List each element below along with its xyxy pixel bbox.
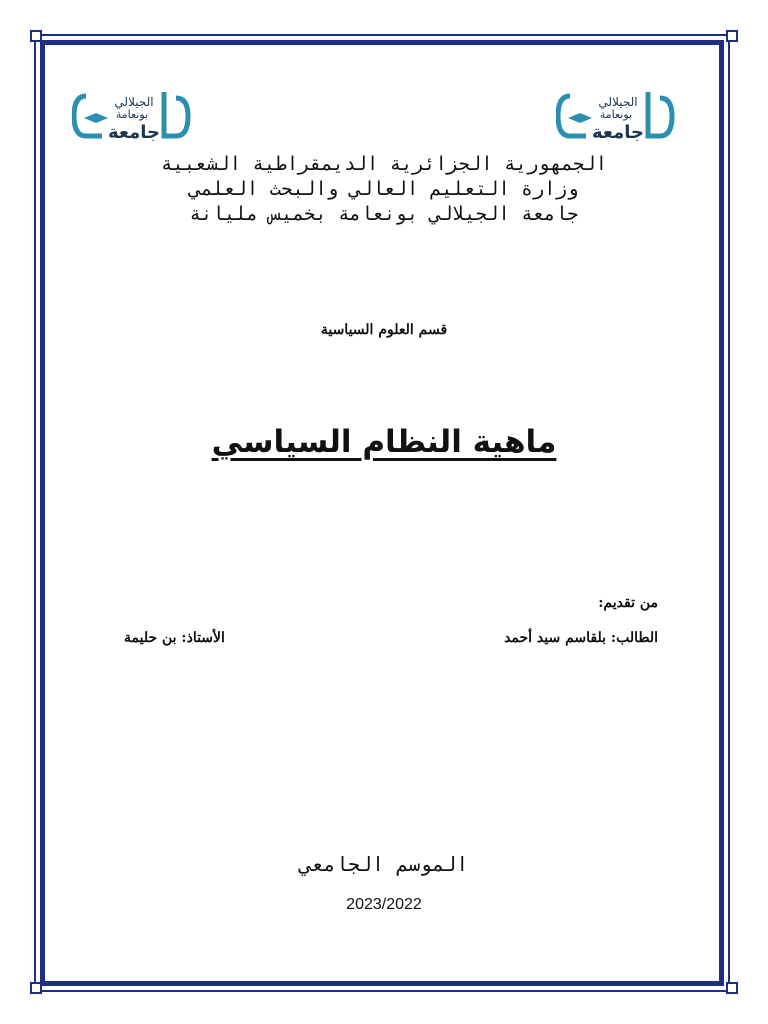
svg-text:جامعة: جامعة [592,122,644,143]
department-name: قسم العلوم السياسية [320,322,448,338]
presented-by-label: من تقديم: [598,595,658,611]
frame-corner [726,982,738,994]
svg-text:الجيلالي: الجيلالي [114,95,154,109]
professor-name: الأستاذ: بن حليمة [124,630,225,646]
svg-text:بونعامة: بونعامة [115,108,149,121]
svg-text:بونعامة: بونعامة [599,108,633,121]
document-title: ماهية النظام السياسي [211,424,557,460]
svg-text:جامعة: جامعة [108,122,160,143]
university-logo-right [556,88,676,144]
svg-text:الجيلالي: الجيلالي [598,95,638,109]
university-line: جامعة الجيلالي بونعامة بخميس مليانة [189,203,579,225]
institution-header [90,152,678,227]
student-name: الطالب: بلقاسم سيد أحمد [504,630,658,646]
frame-corner [30,982,42,994]
academic-season-label: الموسم الجامعي [299,852,469,876]
frame-corner [726,30,738,42]
academic-year: 2023/2022 [346,896,422,913]
graduation-cap-icon [84,113,108,123]
ministry-line: وزارة التعليم العالي والبحث العلمي [189,178,579,200]
graduation-cap-icon [568,113,592,123]
university-logo-left [72,88,192,144]
republic-line: الجمهورية الجزائرية الديمقراطية الشعبية [160,153,608,175]
frame-corner [30,30,42,42]
